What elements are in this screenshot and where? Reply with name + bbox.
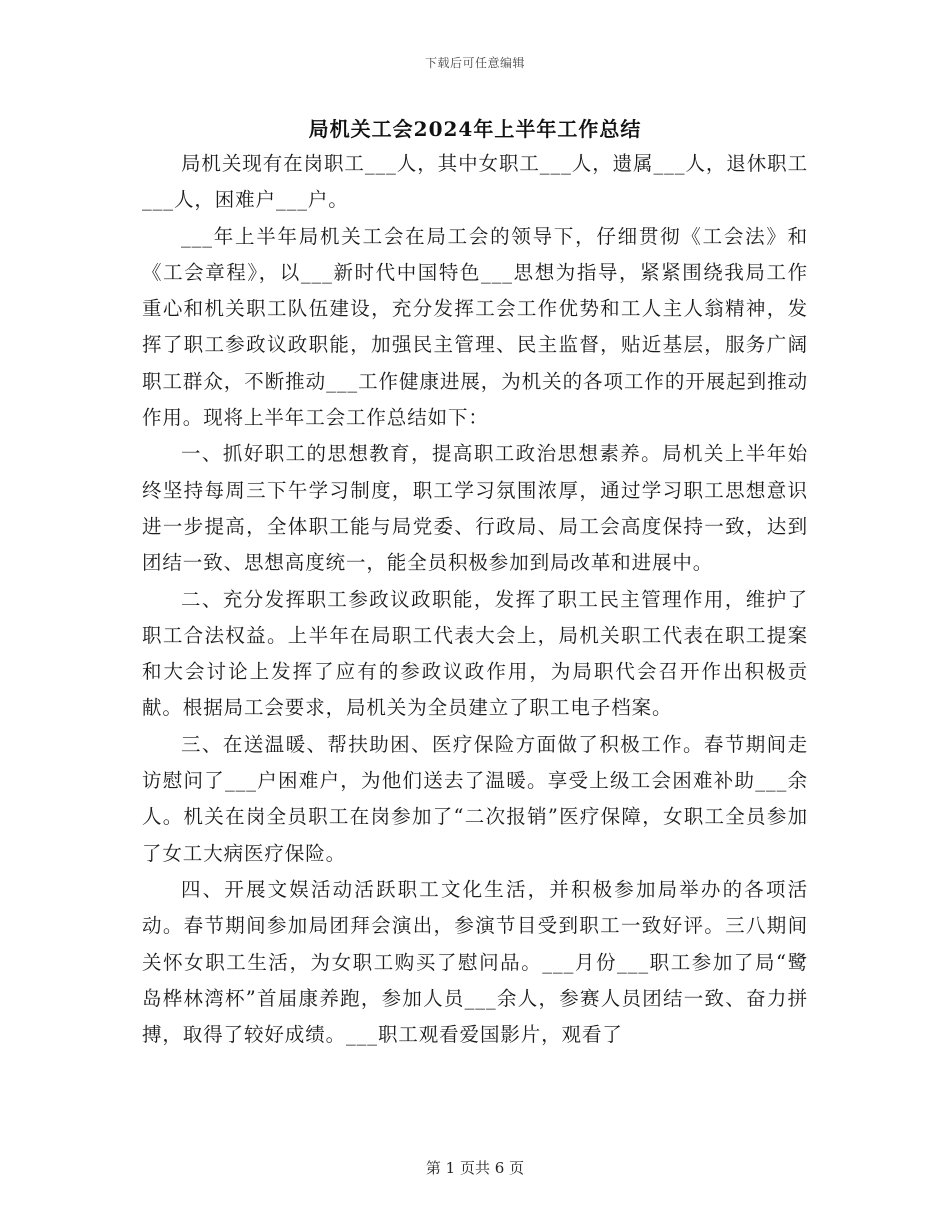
document-body	[142, 146, 808, 1053]
header-note: 下载后可任意编辑	[424, 56, 525, 70]
paragraph-section-3: 三、在送温暖、帮扶助困、医疗保险方面做了积极工作。春节期间走访慰问了___户困难户，为他们送去了温暖。享受上级工会困难补助___余人。机关在岗全员职工在岗参加了“二次报销”医疗保障，女职工全员参加了女工大病医疗保险。	[142, 732, 808, 865]
paragraph-overview: ___年上半年局机关工会在局工会的领导下，仔细贯彻《工会法》和《工会章程》，以___新时代中国特色___思想为指导，紧紧围绕我局工作重心和机关职工队伍建设，充分发挥工会工作优势和工人主人翁精神，发挥了职工参政议政职能，加强民主管理、民主监督，贴近基层，服务广阔职工群众，不断推动___工作健康进展，为机关的各项工作的开展起到推动作用。现将上半年工会工作总结如下：	[142, 224, 808, 430]
paragraph-section-1: 一、抓好职工的思想教育，提高职工政治思想素养。局机关上半年始终坚持每周三下午学习制度，职工学习氛围浓厚，通过学习职工思想意识进一步提高，全体职工能与局党委、行政局、局工会高度保持一致，达到团结一致、思想高度统一，能全员积极参加到局改革和进展中。	[142, 442, 808, 575]
document-title: 局机关工会2024年上半年工作总结	[308, 117, 642, 141]
paragraph-section-2: 二、充分发挥职工参政议政职能，发挥了职工民主管理作用，维护了职工合法权益。上半年在局职工代表大会上，局机关职工代表在职工提案和大会讨论上发挥了应有的参政议政作用，为局职代会召开作出积极贡献。根据局工会要求，局机关为全员建立了职工电子档案。	[142, 587, 808, 720]
page-number: 第 1 页共 6 页	[425, 1159, 525, 1177]
paragraph-staff-count: 局机关现有在岗职工___人，其中女职工___人，遗属___人，退休职工___人，困难户___户。	[142, 152, 808, 212]
paragraph-section-4: 四、开展文娱活动活跃职工文化生活，并积极参加局举办的各项活动。春节期间参加局团拜会演出，参演节目受到职工一致好评。三八期间关怀女职工生活，为女职工购买了慰问品。___月份___职工参加了局“鹭岛桦林湾杯”首届康养跑，参加人员___余人，参赛人员团结一致、奋力拼搏，取得了较好成绩。___职工观看爱国影片，观看了	[142, 877, 808, 1047]
